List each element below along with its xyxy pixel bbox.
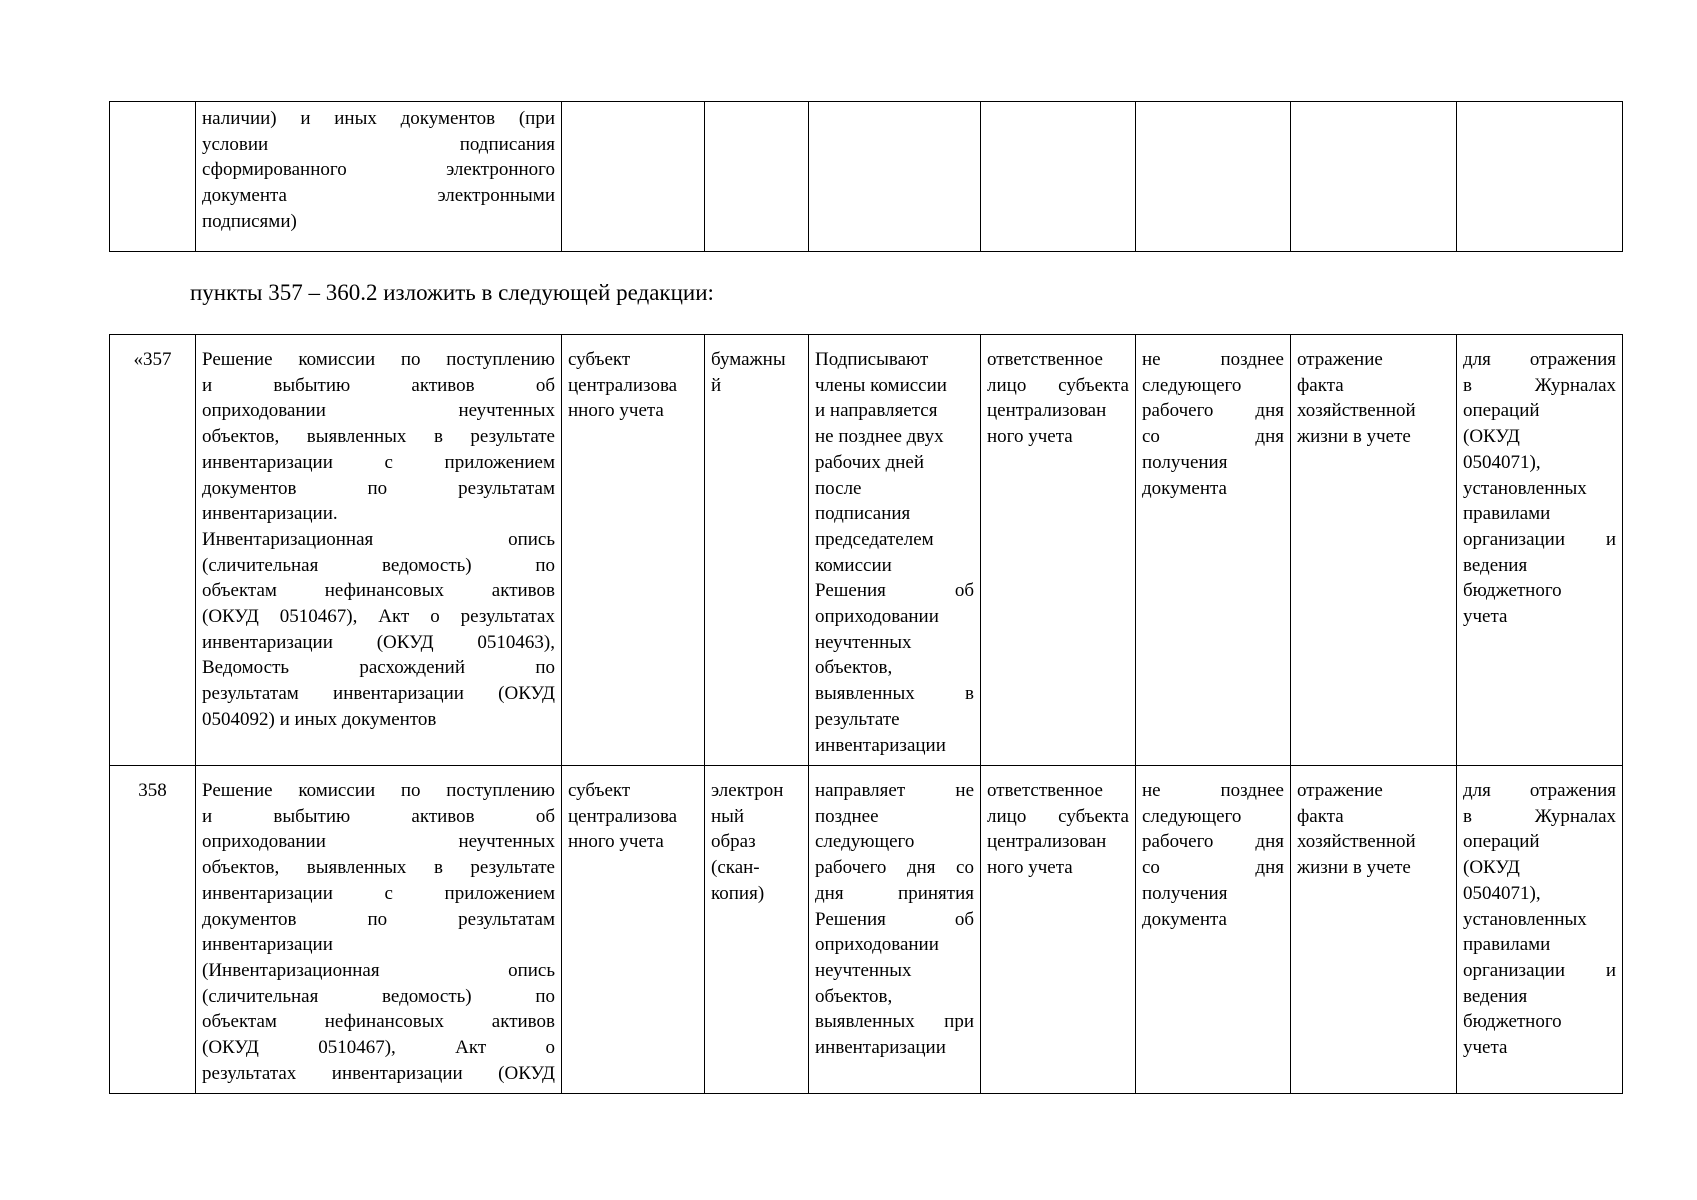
empty-cell (1291, 102, 1457, 252)
text-line: лицо субъекта (987, 374, 1129, 396)
text-line: (сличительная ведомость) по (202, 554, 555, 576)
text-line: правилами (1463, 503, 1551, 525)
text-line: со дня (1142, 857, 1284, 879)
text-line: оприходовании (815, 606, 939, 628)
text-line: ного учета (987, 426, 1073, 448)
number-cell: «357 (110, 335, 196, 766)
document-cell (196, 102, 562, 252)
text-line: результатам инвентаризации (ОКУД (202, 683, 555, 705)
document-cell (196, 766, 562, 1094)
deadline-cell (809, 335, 981, 766)
text-line: (Инвентаризационная опись (202, 959, 555, 981)
text-line: (ОКУД (1463, 426, 1520, 448)
main-table (109, 334, 1623, 1094)
text-line: факта (1297, 374, 1344, 396)
text-line: в Журналах (1463, 374, 1616, 396)
text-line: и выбытию активов об (202, 805, 555, 827)
text-line: объектов, выявленных в результате (202, 857, 555, 879)
text-line: хозяйственной (1297, 400, 1416, 422)
text-line: установленных (1463, 477, 1587, 499)
text-line: 0504092) и иных документов (202, 708, 437, 730)
text-line: в Журналах (1463, 805, 1616, 827)
recipient-cell (981, 335, 1136, 766)
purpose-cell (1291, 335, 1457, 766)
text-line: субъект (568, 780, 631, 801)
text-line: направляет не (815, 780, 974, 801)
text-line: жизни в учете (1297, 857, 1411, 879)
text-line: и выбытию активов об (202, 374, 555, 396)
text-line: следующего (815, 831, 915, 853)
text-line: результатах инвентаризации (ОКУД (202, 1062, 555, 1084)
text-line: объектам нефинансовых активов (202, 580, 555, 602)
text-line: Ведомость расхождений по (202, 657, 555, 679)
text-line: получения (1142, 451, 1228, 473)
text-line: ведения (1463, 554, 1528, 576)
text-line: нного учета (568, 831, 664, 853)
text-line: учета (1463, 1037, 1508, 1059)
text-line: объектов, выявленных в результате (202, 426, 555, 448)
text-line: оприходовании (815, 934, 939, 956)
text-line: документов по результатам (202, 908, 555, 930)
text-line: (ОКУД 0510467), Акт о результатах (202, 606, 555, 628)
number-cell: 358 (110, 766, 196, 1094)
text-line: инвентаризации с приложением (202, 451, 555, 473)
text-line: ный (711, 805, 745, 827)
text-line: централизова (568, 374, 678, 396)
empty-cell (981, 102, 1136, 252)
note-cell (1457, 766, 1623, 1094)
text-line: выявленных в (815, 683, 974, 705)
text-line: следующего (1142, 805, 1242, 827)
number-cell (110, 102, 196, 252)
text-line: учета (1463, 606, 1508, 628)
text-line: неучтенных (815, 631, 912, 653)
creator-cell (562, 766, 705, 1094)
text-line: 0504071), (1463, 882, 1541, 904)
text-line: неучтенных (815, 959, 912, 981)
text-line: лицо субъекта (987, 805, 1129, 827)
text-line: Решения об (815, 580, 974, 602)
text-line: документов по результатам (202, 477, 555, 499)
text-line: не позднее (1142, 349, 1284, 370)
text-line: организации и (1463, 528, 1616, 550)
text-line: бюджетного (1463, 1011, 1562, 1033)
text-line: документа (1142, 908, 1227, 930)
text-line: отражение (1297, 349, 1383, 370)
empty-cell (562, 102, 705, 252)
empty-cell (1457, 102, 1623, 252)
text-line: следующего (1142, 374, 1242, 396)
text-line: сформированного электронного (202, 159, 555, 181)
text-line: Подписывают (815, 349, 929, 370)
text-line: рабочего дня (1142, 831, 1284, 853)
text-line: бумажны (711, 349, 786, 370)
recipient-cell (981, 766, 1136, 1094)
text-line: инвентаризации. (202, 503, 338, 525)
form-cell (705, 766, 809, 1094)
text-line: Решение комиссии по поступлению (202, 349, 555, 370)
text-line: объектов, (815, 657, 893, 679)
text-line: позднее (815, 805, 879, 827)
continuation-table (109, 101, 1623, 252)
text-line: организации и (1463, 959, 1616, 981)
text-line: установленных (1463, 908, 1587, 930)
text-line: объектам нефинансовых активов (202, 1011, 555, 1033)
text-line: рабочих дней (815, 451, 925, 473)
text-line: субъект (568, 349, 631, 370)
empty-cell (809, 102, 981, 252)
text-line: ведения (1463, 985, 1528, 1007)
text-line: рабочего дня со (815, 857, 974, 879)
text-line: для отражения (1463, 780, 1616, 801)
text-line: инвентаризации (815, 734, 946, 756)
form-cell (705, 335, 809, 766)
text-line: объектов, (815, 985, 893, 1007)
text-line: подписания (815, 503, 911, 525)
text-line: централизова (568, 805, 678, 827)
text-line: выявленных при (815, 1011, 974, 1033)
text-line: комиссии (815, 554, 892, 576)
text-line: правилами (1463, 934, 1551, 956)
text-line: условии подписания (202, 133, 555, 155)
text-line: Инвентаризационная опись (202, 528, 555, 550)
text-line: факта (1297, 805, 1344, 827)
text-line: наличии) и иных документов (при (202, 108, 555, 129)
text-line: результате (815, 708, 900, 730)
text-line: инвентаризации с приложением (202, 882, 555, 904)
text-line: получения (1142, 882, 1228, 904)
text-line: не позднее (1142, 780, 1284, 801)
text-line: не позднее двух (815, 426, 944, 448)
text-line: ного учета (987, 857, 1073, 879)
text-line: рабочего дня (1142, 400, 1284, 422)
text-line: й (711, 374, 722, 396)
intro-paragraph: пункты 357 – 360.2 изложить в следующей редакции: (190, 280, 714, 305)
text-line: бюджетного (1463, 580, 1562, 602)
text-line: документа (1142, 477, 1227, 499)
text-line: после (815, 477, 862, 499)
text-line: председателем (815, 528, 934, 550)
text-line: инвентаризации (202, 934, 333, 956)
table-row (110, 102, 1623, 252)
table-row (110, 335, 1623, 766)
text-line: Решение комиссии по поступлению (202, 780, 555, 801)
creator-cell (562, 335, 705, 766)
text-line: члены комиссии (815, 374, 947, 396)
receipt-term-cell (1136, 766, 1291, 1094)
text-line: Решения об (815, 908, 974, 930)
document-cell (196, 335, 562, 766)
text-line: (ОКУД 0510467), Акт о (202, 1037, 555, 1059)
text-line: нного учета (568, 400, 664, 422)
text-line: централизован (987, 400, 1107, 422)
text-line: копия) (711, 882, 765, 904)
table-row (110, 766, 1623, 1094)
deadline-cell (809, 766, 981, 1094)
text-line: образ (711, 831, 756, 853)
empty-cell (705, 102, 809, 252)
text-line: отражение (1297, 780, 1383, 801)
text-line: централизован (987, 831, 1107, 853)
text-line: и направляется (815, 400, 938, 422)
purpose-cell (1291, 766, 1457, 1094)
text-line: со дня (1142, 426, 1284, 448)
text-line: жизни в учете (1297, 426, 1411, 448)
receipt-term-cell (1136, 335, 1291, 766)
empty-cell (1136, 102, 1291, 252)
text-line: дня принятия (815, 882, 974, 904)
text-line: электрон (711, 780, 784, 801)
text-line: ответственное (987, 780, 1103, 801)
text-line: ответственное (987, 349, 1103, 370)
text-line: подписями) (202, 210, 297, 232)
text-line: (скан- (711, 857, 760, 879)
text-line: документа электронными (202, 185, 555, 207)
text-line: оприходовании неучтенных (202, 831, 555, 853)
note-cell (1457, 335, 1623, 766)
text-line: 0504071), (1463, 451, 1541, 473)
text-line: для отражения (1463, 349, 1616, 370)
text-line: инвентаризации (ОКУД 0510463), (202, 631, 555, 653)
text-line: инвентаризации (815, 1037, 946, 1059)
text-line: (ОКУД (1463, 857, 1520, 879)
text-line: операций (1463, 831, 1540, 853)
text-line: оприходовании неучтенных (202, 400, 555, 422)
text-line: хозяйственной (1297, 831, 1416, 853)
text-line: операций (1463, 400, 1540, 422)
text-line: (сличительная ведомость) по (202, 985, 555, 1007)
